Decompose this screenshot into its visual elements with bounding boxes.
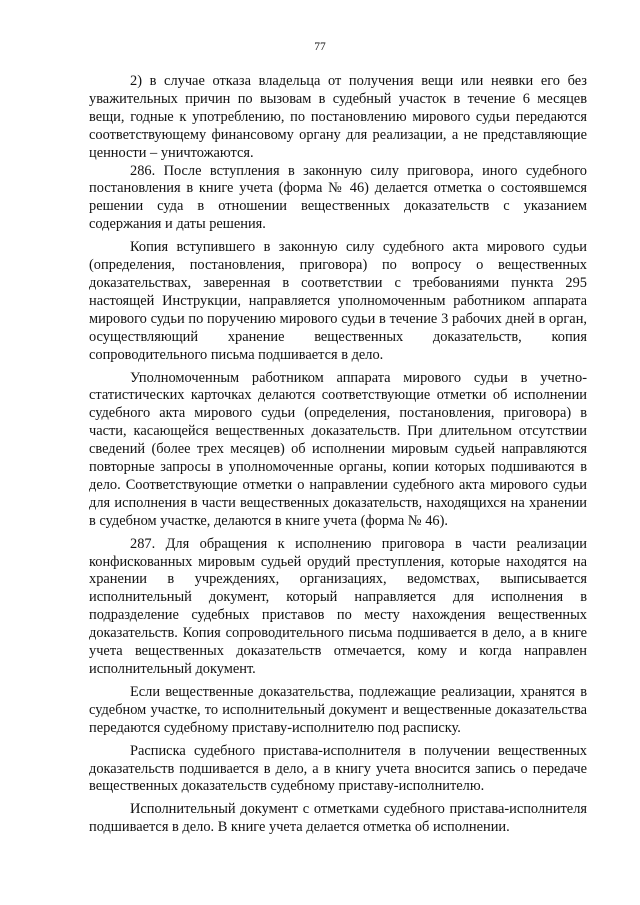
paragraph-bailiff-receipt: Расписка судебного пристава-исполнителя в получении вещественных доказательств подшивается в дело, а в книгу учета вносится запись о передаче вещественных доказательств судебному приставу-исполнителю. xyxy=(89,742,587,795)
paragraph-return-item-2: 2) в случае отказа владельца от получения вещи или неявки его без уважительных причин по вызовам в судебный участок в течение 6 месяцев вещи, годные к употреблению, по постановлению мирового судьи передаются соответствующему финансовому органу для реализации, а не представляющие ценности – уничтожаются. xyxy=(89,73,587,161)
paragraph-copy-of-act: Копия вступившего в законную силу судебного акта мирового судьи (определения, постановления, приговора) по вопросу о вещественных доказательствах, заверенная в соответствии с требованиями пункта 295 настоящей Инструкции, направляется уполномоченным работником аппарата мирового судьи по поручению мирового судьи в течение 3 рабочих дней в орган, осуществляющий хранение вещественных доказательств, копия сопроводительного письма подшивается в дело. xyxy=(89,239,587,363)
paragraph-statistical-cards: Уполномоченным работником аппарата мирового судьи в учетно-статистических карточках делаются соответствующие отметки об исполнении судебного акта мирового судьи (определения, постановления, приговора) в части, касающейся вещественных доказательств. При длительном отсутствии сведений (более трех месяцев) об исполнении мировым судьей направляются повторные запросы в уполномоченные органы, копии которых подшиваются в дело. Соответствующие отметки о направлении судебного акта мирового судьи для исполнения в части вещественных доказательств, находящихся на хранении в судебном участке, делаются в книге учета (форма № 46). xyxy=(89,369,587,529)
document-body xyxy=(89,73,587,842)
page-number: 77 xyxy=(314,41,326,53)
paragraph-evidence-in-court: Если вещественные доказательства, подлежащие реализации, хранятся в судебном участке, то исполнительный документ и вещественные доказательства передаются судебному приставу-исполнителю под расписку. xyxy=(89,683,587,736)
paragraph-286: 286. После вступления в законную силу приговора, иного судебного постановления в книге учета (форма № 46) делается отметка о состоявшемся решении суда в отношении вещественных доказательств с указанием содержания и даты решения. xyxy=(89,162,587,233)
paragraph-287: 287. Для обращения к исполнению приговора в части реализации конфискованных мировым судьей орудий преступления, которые находятся на хранении в учреждениях, организациях, ведомствах, выписывается исполнительный документ, который направляется для исполнения в подразделение судебных приставов по месту нахождения вещественных доказательств. Копия сопроводительного письма подшивается в дело, а в книге учета вещественных доказательств отмечается, кому и когда направлен исполнительный документ. xyxy=(89,535,587,677)
paragraph-executive-document: Исполнительный документ с отметками судебного пристава-исполнителя подшивается в дело. В книге учета делается отметка об исполнении. xyxy=(89,801,587,836)
